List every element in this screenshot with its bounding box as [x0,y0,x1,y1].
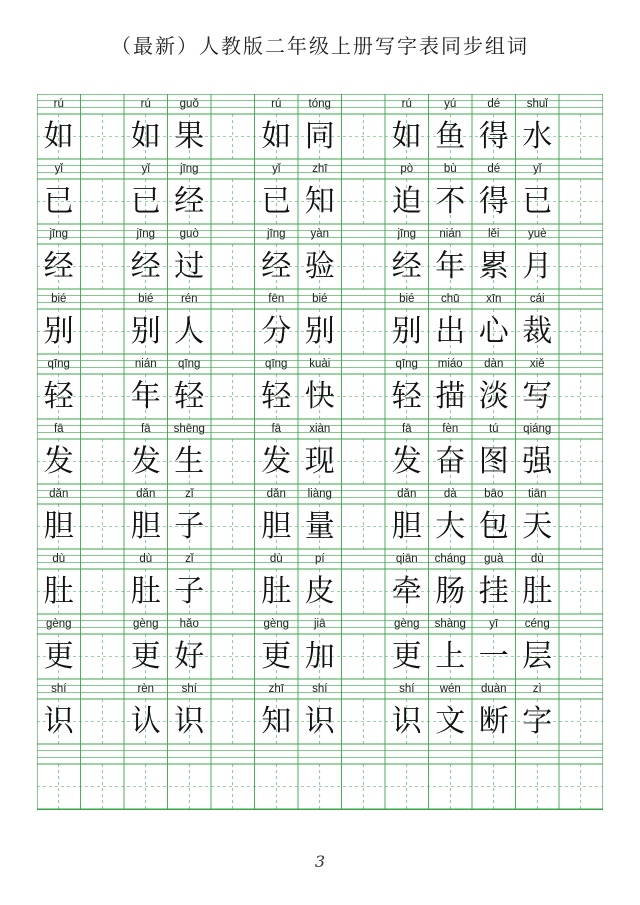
pinyin-cell: wén [439,683,461,695]
pinyin-cell: dù [139,553,153,565]
character-cell: 挂 [478,574,509,609]
character-cell: 肠 [435,574,466,609]
pinyin-cell: céng [524,618,550,630]
pinyin-cell: pò [400,163,414,175]
pinyin-cell: cháng [434,553,466,565]
pinyin-cell: qiáng [523,423,552,435]
character-cell: 肚 [261,574,292,609]
character-cell: 皮 [304,574,335,609]
character-cell [124,764,168,809]
character-cell [81,634,125,679]
pinyin-cell [168,744,212,764]
character-cell: 经 [130,249,161,284]
pinyin-cell: dù [530,553,544,565]
character-cell [81,764,125,809]
pinyin-cell [516,744,560,764]
character-cell: 发 [391,444,422,479]
pinyin-cell: fā [401,423,412,435]
character-cell: 知 [261,704,292,739]
pinyin-cell: xīn [486,293,502,305]
pinyin-cell [211,289,255,309]
pinyin-cell: yǐ [272,163,281,175]
character-cell: 肚 [130,574,161,609]
pinyin-cell [255,744,299,764]
pinyin-cell: shēng [173,423,205,435]
pinyin-cell: yī [489,618,499,630]
character-cell: 同 [304,119,335,154]
pinyin-cell [342,94,386,114]
pinyin-cell: dù [52,553,66,565]
pinyin-cell: rèn [137,683,155,695]
character-cell: 更 [130,639,161,674]
character-cell: 识 [43,704,74,739]
pinyin-cell [429,744,473,764]
pinyin-cell: zhī [312,163,328,175]
pinyin-cell [81,354,125,374]
pinyin-cell: duàn [480,683,507,695]
character-cell [81,309,125,354]
character-cell: 已 [43,184,74,219]
pinyin-cell [81,744,125,764]
character-cell: 发 [261,444,292,479]
character-cell [211,569,255,614]
pinyin-cell: qīng [395,358,418,370]
character-cell: 天 [522,509,553,544]
pinyin-cell: bāo [484,488,504,500]
character-cell [81,699,125,744]
character-cell [342,439,386,484]
pinyin-cell: zǐ [185,488,194,500]
pinyin-cell: bié [399,293,415,305]
pinyin-cell: guò [179,228,199,240]
pinyin-cell: dé [487,98,501,110]
character-cell [342,569,386,614]
pinyin-cell: yǐ [54,163,63,175]
character-cell: 胆 [261,509,292,544]
character-cell: 不 [435,184,466,219]
pinyin-cell [81,159,125,179]
pinyin-cell [342,289,386,309]
pinyin-cell: shí [399,683,415,695]
pinyin-cell: zì [532,683,542,695]
character-cell [342,504,386,549]
character-cell: 肚 [43,574,74,609]
character-cell: 胆 [130,509,161,544]
character-cell: 更 [43,639,74,674]
character-cell: 鱼 [435,119,466,154]
pinyin-cell [385,744,429,764]
pinyin-cell: bù [443,163,457,175]
pinyin-cell: yǐ [141,163,150,175]
pinyin-cell: jīng [49,228,69,240]
character-cell: 识 [174,704,205,739]
character-cell: 认 [130,704,161,739]
character-cell: 加 [304,639,335,674]
pinyin-cell: kuài [309,358,331,370]
character-cell: 子 [174,509,205,544]
character-cell: 大 [435,509,466,544]
pinyin-cell: yú [444,98,457,110]
character-cell [516,764,560,809]
pinyin-cell [342,419,386,439]
character-cell: 别 [391,314,422,349]
pinyin-cell [81,484,125,504]
character-cell [211,374,255,419]
pinyin-cell [81,679,125,699]
character-cell: 轻 [391,379,422,414]
pinyin-cell: qiān [395,553,418,565]
character-cell: 得 [478,119,509,154]
character-cell: 生 [174,444,205,479]
pinyin-cell: tiān [527,488,547,500]
pinyin-cell [342,224,386,244]
character-cell: 别 [43,314,74,349]
character-cell: 图 [478,444,509,479]
character-cell: 快 [304,379,335,414]
pinyin-cell: jīng [397,228,417,240]
character-cell: 轻 [261,379,292,414]
pinyin-cell: tú [488,423,499,435]
character-cell [342,114,386,159]
pinyin-cell: chū [440,293,460,305]
pinyin-cell: yuè [527,228,547,240]
character-cell [81,439,125,484]
character-cell [168,764,212,809]
pinyin-cell: bié [312,293,328,305]
pinyin-cell: liàng [307,488,332,500]
character-cell: 如 [391,119,422,154]
character-cell: 子 [174,574,205,609]
character-cell: 好 [174,639,205,674]
page-title: （最新）人教版二年级上册写字表同步组词 [111,34,529,58]
character-cell: 上 [435,639,466,674]
pinyin-cell [211,484,255,504]
pinyin-cell: jīng [266,228,286,240]
character-cell: 迫 [391,184,422,219]
pinyin-cell: miáo [437,358,463,370]
character-cell: 已 [261,184,292,219]
pinyin-cell: lěi [487,228,500,240]
character-cell: 别 [130,314,161,349]
character-cell [81,114,125,159]
pinyin-cell: gèng [393,618,420,630]
pinyin-cell [211,549,255,569]
pinyin-cell [124,744,168,764]
pinyin-cell: pí [314,553,325,565]
pinyin-cell: qīng [178,358,201,370]
pinyin-cell: hǎo [179,618,199,630]
pinyin-cell: dǎn [397,488,417,500]
pinyin-cell: gèng [45,618,72,630]
pinyin-cell: dǎn [266,488,286,500]
character-cell: 知 [304,184,335,219]
character-cell [298,764,342,809]
pinyin-cell: nián [134,358,157,370]
character-cell [211,309,255,354]
character-cell: 层 [522,639,553,674]
character-cell [211,699,255,744]
pinyin-cell [211,419,255,439]
character-cell: 包 [478,509,509,544]
pinyin-cell: dé [487,163,501,175]
pinyin-cell [298,744,342,764]
pinyin-cell: dǎn [136,488,156,500]
character-cell [385,764,429,809]
character-cell [472,764,516,809]
pinyin-cell [342,549,386,569]
pinyin-cell: qīng [47,358,70,370]
pinyin-cell: fā [140,423,151,435]
pinyin-cell [342,159,386,179]
character-cell: 心 [478,314,509,349]
character-cell: 文 [435,704,466,739]
pinyin-cell: fā [271,423,282,435]
pinyin-cell [81,224,125,244]
character-cell: 果 [174,119,205,154]
character-cell [429,764,473,809]
pinyin-cell: guà [484,553,504,565]
pinyin-cell: fèn [442,423,459,435]
pinyin-cell: xiě [529,358,545,370]
character-cell: 识 [391,704,422,739]
character-cell: 如 [43,119,74,154]
character-cell [81,244,125,289]
pinyin-cell: tóng [308,98,331,110]
character-cell [342,634,386,679]
pinyin-cell: nián [439,228,462,240]
pinyin-cell: xiàn [309,423,331,435]
character-cell: 一 [478,639,509,674]
page-number: 3 [314,852,326,871]
pinyin-cell [472,744,516,764]
character-cell: 如 [261,119,292,154]
pinyin-cell: fēn [268,293,285,305]
character-cell: 更 [261,639,292,674]
pinyin-cell: shí [51,683,67,695]
character-cell: 过 [174,249,205,284]
character-cell: 年 [130,379,161,414]
pinyin-cell [211,614,255,634]
pinyin-cell: yǐ [533,163,542,175]
character-cell [37,764,81,809]
character-cell [211,179,255,224]
pinyin-cell [81,614,125,634]
pinyin-cell [342,744,386,764]
character-cell: 发 [43,444,74,479]
character-cell: 累 [478,249,509,284]
pinyin-cell [81,549,125,569]
pinyin-cell: qīng [265,358,288,370]
character-cell [81,504,125,549]
character-cell [211,504,255,549]
pinyin-cell [211,224,255,244]
pinyin-cell: zǐ [185,553,194,565]
character-cell [81,179,125,224]
character-cell [255,764,299,809]
pinyin-cell: shí [312,683,328,695]
pinyin-cell [81,419,125,439]
pinyin-cell: jiā [313,618,326,630]
pinyin-cell: shàng [434,618,466,630]
pinyin-cell [342,484,386,504]
character-cell [342,309,386,354]
pinyin-cell: rú [53,98,64,110]
character-cell: 得 [478,184,509,219]
pinyin-cell: gèng [132,618,159,630]
character-cell [211,244,255,289]
character-cell: 验 [304,249,335,284]
character-cell: 经 [174,184,205,219]
character-cell: 淡 [478,379,509,414]
character-cell: 别 [304,314,335,349]
pinyin-cell: zhī [268,683,284,695]
character-cell [342,764,386,809]
character-cell [342,699,386,744]
pinyin-cell [342,679,386,699]
pinyin-cell: fā [53,423,64,435]
character-cell [81,569,125,614]
character-cell [211,439,255,484]
pinyin-cell [211,354,255,374]
pinyin-cell: dà [443,488,457,500]
character-cell: 字 [522,704,553,739]
character-cell: 经 [43,249,74,284]
pinyin-cell: rén [180,293,198,305]
character-cell: 水 [522,119,553,154]
character-cell: 裁 [522,314,553,349]
character-cell [342,179,386,224]
character-cell: 发 [130,444,161,479]
pinyin-cell: rú [140,98,151,110]
character-cell [211,634,255,679]
character-cell: 月 [522,249,553,284]
pinyin-cell [37,744,81,764]
pinyin-cell: dǎn [49,488,69,500]
pinyin-cell: rú [271,98,282,110]
character-cell: 轻 [174,379,205,414]
character-cell: 轻 [43,379,74,414]
character-cell: 识 [304,704,335,739]
pinyin-cell: rú [401,98,412,110]
pinyin-cell [211,159,255,179]
character-cell: 更 [391,639,422,674]
pinyin-cell: gèng [263,618,290,630]
character-cell: 胆 [43,509,74,544]
character-cell [81,374,125,419]
character-cell: 奋 [435,444,466,479]
pinyin-cell: guǒ [179,98,199,110]
pinyin-cell: yàn [310,228,330,240]
character-cell [342,374,386,419]
pinyin-cell [211,94,255,114]
pinyin-cell: cái [529,293,545,305]
pinyin-cell: shuǐ [526,98,548,110]
character-cell: 人 [174,314,205,349]
pinyin-cell [342,614,386,634]
pinyin-cell [342,354,386,374]
character-cell: 如 [130,119,161,154]
character-cell: 已 [522,184,553,219]
pinyin-cell: shí [181,683,197,695]
pinyin-cell: bié [138,293,154,305]
character-cell: 肚 [522,574,553,609]
pinyin-cell: bié [51,293,67,305]
pinyin-cell [81,94,125,114]
pinyin-cell [211,679,255,699]
character-cell: 写 [522,379,553,414]
character-cell [211,764,255,809]
pinyin-cell: jīng [136,228,156,240]
pinyin-cell: dàn [484,358,504,370]
character-cell: 经 [261,249,292,284]
character-cell: 描 [435,379,466,414]
pinyin-cell [211,744,255,764]
pinyin-cell: jīng [179,163,199,175]
pinyin-cell: dù [269,553,283,565]
character-cell: 分 [261,314,292,349]
character-cell [211,114,255,159]
character-cell: 出 [435,314,466,349]
character-cell: 量 [304,509,335,544]
character-cell: 牵 [391,574,422,609]
character-cell: 断 [478,704,509,739]
character-cell: 经 [391,249,422,284]
character-cell: 胆 [391,509,422,544]
writing-grid [37,94,603,810]
pinyin-cell [81,289,125,309]
character-cell: 现 [304,444,335,479]
character-cell: 年 [435,249,466,284]
character-cell [342,244,386,289]
character-cell: 已 [130,184,161,219]
character-cell: 强 [522,444,553,479]
